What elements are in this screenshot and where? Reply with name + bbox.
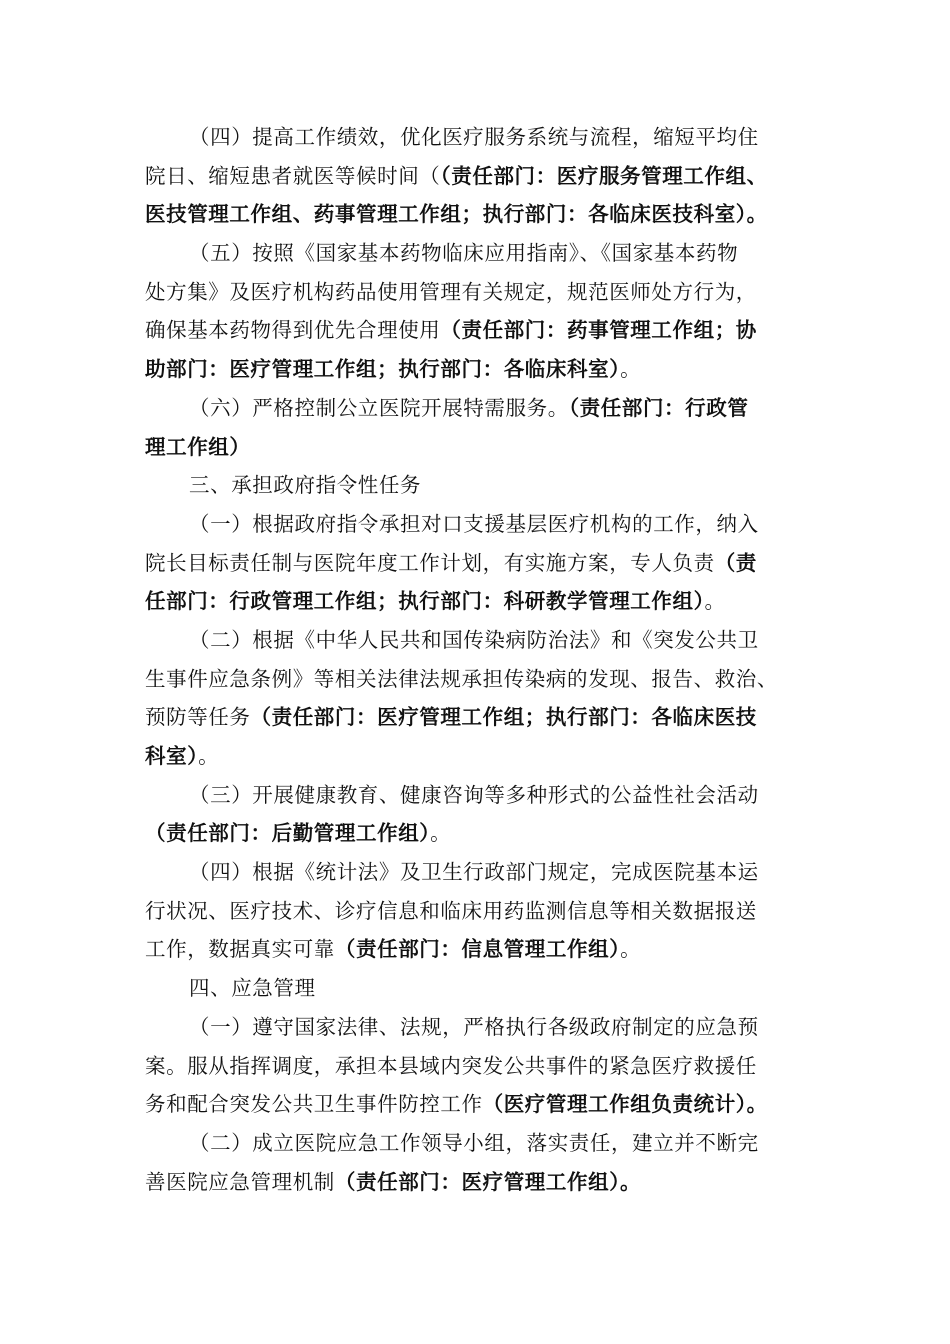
text-segment: 。: [620, 937, 642, 962]
text-line: [145, 621, 810, 660]
text-segment: （一）遵守国家法律、法规，严格执行各级政府制定的应急预: [189, 1014, 759, 1039]
bold-text-segment: （责任部门：后勤管理工作组）: [145, 821, 431, 846]
bold-text-segment: （责: [714, 550, 757, 575]
text-segment: 。: [198, 744, 220, 768]
text-segment: 。: [620, 357, 642, 382]
text-line: [145, 1047, 810, 1086]
text-line: [145, 660, 810, 699]
text-segment: 院长目标责任制与医院年度工作计划，有实施方案，专人负责: [145, 550, 715, 575]
text-line: [145, 118, 810, 157]
text-segment: （三）开展健康教育、健康咨询等多种形式的公益性社会活动: [189, 782, 759, 807]
text-line: [145, 544, 810, 583]
text-segment: （四）提高工作绩效，优化医疗服务系统与流程，缩短平均住: [189, 125, 759, 149]
text-segment: （二）成立医院应急工作领导小组，落实责任，建立并不断完: [189, 1130, 759, 1155]
text-line: [145, 853, 810, 892]
text-segment: 。: [704, 589, 726, 614]
bold-text-segment: （责任部门：医疗管理工作组；执行部门：各临床医技: [250, 705, 757, 730]
text-line: [145, 350, 810, 389]
bold-text-segment: 科室）: [145, 744, 199, 768]
text-line: [145, 157, 810, 196]
text-segment: （五）按照《国家基本药物临床应用指南》、《国家基本药物: [189, 241, 739, 266]
text-line: [145, 505, 810, 544]
text-line: [145, 273, 810, 312]
text-line: [145, 1163, 810, 1202]
text-segment: 生事件应急条例》等相关法律法规承担传染病的发现、报告、救治、: [145, 666, 778, 691]
text-segment: 预防等任务: [145, 705, 251, 730]
bold-text-segment: （医疗管理工作组负责统计）。: [482, 1092, 768, 1117]
text-segment: 。: [430, 821, 452, 846]
text-line: [145, 1124, 810, 1163]
text-line: [145, 776, 810, 815]
bold-text-segment: （责任部门：行政管: [568, 395, 749, 420]
bold-text-segment: 理工作组）: [145, 434, 251, 459]
text-line: [145, 892, 810, 931]
text-line: [145, 1008, 810, 1047]
text-line: [145, 969, 810, 1008]
text-segment: 确保基本药物得到优先合理使用: [145, 318, 441, 343]
text-segment: 案。服从指挥调度，承担本县域内突发公共事件的紧急医疗救援任: [145, 1053, 757, 1078]
text-line: [145, 311, 810, 350]
text-segment: 务和配合突发公共卫生事件防控工作: [145, 1092, 483, 1117]
bold-text-segment: （责任部门：医疗服务管理工作组、: [440, 163, 768, 188]
text-line: [145, 814, 810, 853]
text-line: [145, 1085, 810, 1124]
bold-text-segment: （责任部门：药事管理工作组；协: [440, 318, 757, 343]
text-segment: 行状况、医疗技术、诊疗信息和临床用药监测信息等相关数据报送: [145, 898, 757, 923]
text-line: [145, 195, 810, 234]
text-line: [145, 930, 810, 969]
text-segment: （一）根据政府指令承担对口支援基层医疗机构的工作，纳入: [189, 511, 759, 536]
bold-text-segment: 助部门：医疗管理工作组；执行部门：各临床科室）: [145, 357, 621, 382]
bold-text-segment: （责任部门：信息管理工作组）: [334, 937, 621, 962]
text-segment: 四、应急管理: [189, 976, 316, 1001]
bold-text-segment: 任部门：行政管理工作组；执行部门：科研教学管理工作组）: [145, 589, 705, 614]
text-segment: （二）根据《中华人民共和国传染病防治法》和《突发公共卫: [189, 627, 759, 652]
bold-text-segment: 医技管理工作组、药事管理工作组；执行部门：各临床医技科室）。: [145, 202, 768, 227]
text-segment: 工作，数据真实可靠: [145, 937, 335, 962]
text-segment: 处方集》及医疗机构药品使用管理有关规定，规范医师处方行为，: [145, 279, 757, 304]
text-line: [145, 737, 810, 776]
text-segment: 三、承担政府指令性任务: [189, 473, 422, 498]
text-segment: 善医院应急管理机制: [145, 1169, 335, 1194]
bold-text-segment: （责任部门：医疗管理工作组）。: [334, 1169, 642, 1194]
text-segment: （六）严格控制公立医院开展特需服务。: [189, 395, 569, 420]
text-line: [145, 698, 810, 737]
text-line: [145, 582, 810, 621]
text-line: [145, 466, 810, 505]
document-body: [145, 118, 810, 1201]
text-line: [145, 428, 810, 467]
text-line: [145, 389, 810, 428]
text-line: [145, 234, 810, 273]
text-segment: （四）根据《统计法》及卫生行政部门规定，完成医院基本运: [189, 860, 759, 885]
text-segment: 院日、缩短患者就医等候时间（: [145, 163, 441, 188]
